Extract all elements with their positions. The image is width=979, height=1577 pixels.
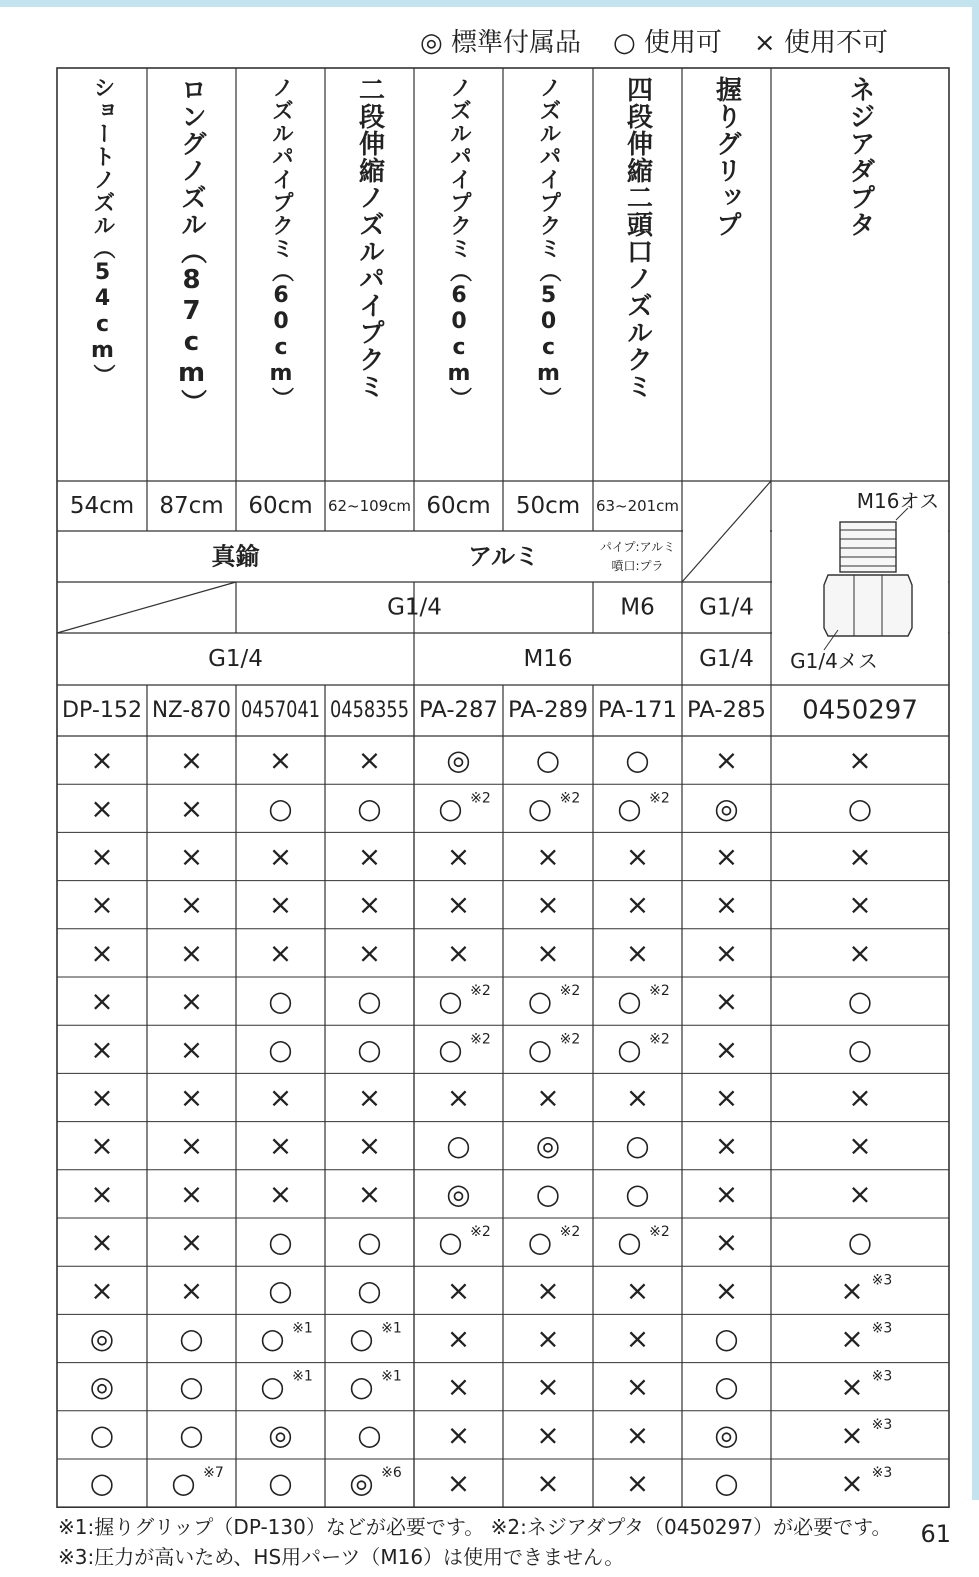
column-header-3 bbox=[236, 76, 325, 477]
compat-mark: × bbox=[179, 840, 204, 873]
compat-note: ※2 bbox=[559, 983, 581, 1000]
compat-mark: × bbox=[90, 1177, 114, 1211]
compat-mark: × bbox=[840, 1370, 864, 1404]
compat-mark: ◎ bbox=[446, 1177, 471, 1211]
compat-mark: ○ bbox=[438, 791, 463, 825]
compat-mark: × bbox=[446, 1322, 471, 1355]
column-header-label: 四段伸縮二頭口ノズルクミ bbox=[622, 76, 653, 400]
compat-mark: ○ bbox=[625, 1177, 650, 1211]
column-header-label: ノズルパイプクミ（50cm） bbox=[536, 76, 561, 410]
compat-mark: × bbox=[90, 1081, 114, 1114]
column-header-label: 二段伸縮ノズルパイプクミ bbox=[354, 76, 385, 400]
material-pa171-nozzle: 噴口:プラ bbox=[611, 559, 664, 573]
compat-mark: ○ bbox=[357, 791, 382, 825]
compat-note: ※2 bbox=[649, 790, 670, 807]
column-header-2 bbox=[147, 76, 236, 477]
compat-mark: × bbox=[840, 1466, 864, 1500]
model-code: NZ-870 bbox=[152, 698, 231, 723]
column-header-6 bbox=[503, 76, 593, 477]
compat-mark: × bbox=[848, 936, 872, 970]
model-code: 0450297 bbox=[802, 695, 918, 726]
compat-mark: ○ bbox=[357, 1418, 382, 1452]
compat-mark: × bbox=[90, 1225, 114, 1259]
compat-mark: ○ bbox=[349, 1370, 374, 1404]
compat-mark: × bbox=[446, 936, 471, 970]
model-code: PA-285 bbox=[687, 698, 766, 723]
compat-mark: × bbox=[714, 1129, 739, 1163]
compat-mark: ○ bbox=[268, 984, 293, 1018]
compat-mark: ○ bbox=[268, 1225, 293, 1259]
model-code: PA-287 bbox=[419, 698, 498, 723]
length-value: 50cm bbox=[515, 493, 581, 519]
compat-note: ※2 bbox=[470, 1031, 491, 1048]
compat-mark: × bbox=[714, 1177, 739, 1211]
compat-mark: ○ bbox=[847, 1225, 873, 1259]
model-code: 0458355 bbox=[330, 698, 409, 723]
compat-mark: × bbox=[714, 1273, 739, 1307]
compat-mark: × bbox=[714, 984, 739, 1018]
compat-mark: × bbox=[536, 1273, 560, 1307]
footnotes bbox=[58, 1512, 891, 1572]
compat-mark: ○ bbox=[714, 1466, 739, 1500]
compat-mark: × bbox=[90, 743, 114, 777]
compat-mark: × bbox=[268, 936, 293, 970]
column-header-8 bbox=[682, 76, 771, 477]
compat-note: ※2 bbox=[649, 983, 670, 1000]
compat-mark: ○ bbox=[527, 1032, 553, 1066]
compat-note: ※2 bbox=[470, 1224, 491, 1241]
compat-mark: ○ bbox=[89, 1418, 115, 1452]
compat-mark: × bbox=[179, 1225, 204, 1259]
compat-mark: ○ bbox=[179, 1418, 204, 1452]
compat-mark: ◎ bbox=[446, 743, 471, 777]
compat-mark: × bbox=[268, 1081, 293, 1114]
compat-note: ※2 bbox=[559, 1031, 581, 1048]
compat-mark: × bbox=[90, 840, 114, 873]
compat-mark: × bbox=[90, 984, 114, 1018]
compat-mark: × bbox=[268, 743, 293, 777]
thread-upper-grip: G1/4 bbox=[699, 594, 754, 621]
material-aluminum: アルミ bbox=[467, 542, 540, 571]
compat-mark: × bbox=[536, 888, 560, 922]
compat-mark: ○ bbox=[268, 1466, 293, 1500]
compat-mark: × bbox=[714, 840, 739, 873]
compat-mark: × bbox=[357, 1081, 382, 1114]
material-pa171-pipe: パイプ:アルミ bbox=[599, 540, 676, 554]
column-header-label: ノズルパイプクミ（60cm） bbox=[446, 76, 472, 410]
compat-mark: × bbox=[268, 1129, 293, 1163]
compat-mark: ○ bbox=[438, 984, 463, 1018]
compat-mark: × bbox=[90, 1273, 114, 1307]
compat-mark: ◎ bbox=[714, 1418, 739, 1452]
compat-note: ※3 bbox=[871, 1272, 893, 1289]
column-header-label: ロングノズル（87cm） bbox=[176, 76, 207, 416]
compat-mark: ○ bbox=[357, 1225, 382, 1259]
compat-note: ※1 bbox=[381, 1320, 402, 1337]
footnote-3: ※3:圧力が高いため、HS用パーツ（M16）は使用できません。 bbox=[58, 1545, 625, 1569]
legend-usable: ○ 使用可 bbox=[612, 27, 722, 58]
compat-note: ※1 bbox=[292, 1320, 313, 1337]
compat-mark: × bbox=[268, 1177, 293, 1211]
compat-note: ※3 bbox=[871, 1416, 893, 1433]
compat-mark: × bbox=[536, 1418, 560, 1452]
compat-mark: × bbox=[446, 1081, 471, 1114]
adapter-female-label: G1/4メス bbox=[790, 649, 878, 673]
compat-mark: × bbox=[714, 1032, 739, 1066]
compat-note: ※3 bbox=[871, 1465, 893, 1482]
compat-mark: × bbox=[840, 1322, 864, 1355]
compat-mark: × bbox=[446, 840, 471, 873]
thread-lower-m16: M16 bbox=[523, 646, 573, 672]
compat-mark: × bbox=[90, 936, 114, 970]
compat-mark: ○ bbox=[617, 1225, 642, 1259]
compat-note: ※2 bbox=[470, 790, 491, 807]
compat-mark: ○ bbox=[260, 1370, 285, 1404]
compat-mark: × bbox=[536, 840, 560, 873]
column-header-9 bbox=[771, 76, 949, 477]
model-code: 0457041 bbox=[241, 698, 320, 723]
compat-note: ※1 bbox=[292, 1368, 313, 1385]
compat-mark: ○ bbox=[617, 1032, 642, 1066]
compat-mark: × bbox=[446, 1370, 471, 1404]
model-code: DP-152 bbox=[62, 698, 142, 723]
compat-mark: × bbox=[179, 1177, 204, 1211]
compat-mark: ◎ bbox=[89, 1370, 115, 1404]
compat-mark: × bbox=[840, 1273, 864, 1307]
compat-mark: × bbox=[179, 791, 204, 825]
legend-standard: ◎ 標準付属品 bbox=[420, 27, 581, 58]
compat-mark: × bbox=[357, 1129, 382, 1163]
compat-mark: × bbox=[848, 1081, 872, 1114]
compat-mark: ○ bbox=[357, 984, 382, 1018]
compat-mark: × bbox=[179, 1032, 204, 1066]
compat-mark: × bbox=[536, 1466, 560, 1500]
column-header-5 bbox=[414, 76, 503, 477]
compat-mark: × bbox=[625, 888, 650, 922]
compat-mark: × bbox=[714, 1081, 739, 1114]
compat-note: ※1 bbox=[381, 1368, 402, 1385]
compat-mark: ○ bbox=[527, 984, 553, 1018]
compat-mark: ○ bbox=[625, 1129, 650, 1163]
model-code: PA-171 bbox=[598, 698, 677, 723]
compat-mark: × bbox=[90, 888, 114, 922]
compat-mark: × bbox=[357, 840, 382, 873]
legend-unusable: × 使用不可 bbox=[753, 27, 888, 58]
compat-mark: ○ bbox=[847, 791, 873, 825]
compat-mark: ○ bbox=[268, 1032, 293, 1066]
compat-mark: × bbox=[625, 1466, 650, 1500]
compat-note: ※7 bbox=[203, 1465, 224, 1482]
compat-note: ※2 bbox=[470, 983, 491, 1000]
compat-mark: × bbox=[625, 1322, 650, 1355]
column-header-label: ノズルパイプクミ（60cm） bbox=[268, 76, 294, 410]
compat-mark: × bbox=[536, 1081, 560, 1114]
compat-mark: ◎ bbox=[535, 1129, 561, 1163]
page-number: 61 bbox=[920, 1520, 951, 1548]
column-header-label: ネジアダプタ bbox=[845, 76, 875, 238]
compat-mark: ○ bbox=[847, 984, 873, 1018]
compat-mark: ○ bbox=[535, 743, 561, 777]
compat-mark: × bbox=[446, 888, 471, 922]
thread-upper-m6: M6 bbox=[620, 594, 655, 621]
model-code: PA-289 bbox=[508, 698, 588, 723]
compat-mark: ◎ bbox=[349, 1466, 374, 1500]
compat-mark: × bbox=[536, 1370, 560, 1404]
compat-mark: ○ bbox=[446, 1129, 471, 1163]
footnote-1-2: ※1:握りグリップ（DP-130）などが必要です。 ※2:ネジアダプタ（0450297）が必要です。 bbox=[58, 1515, 892, 1539]
compat-mark: × bbox=[179, 936, 204, 970]
compat-mark: × bbox=[536, 936, 560, 970]
compat-mark: × bbox=[179, 1081, 204, 1114]
compat-mark: ○ bbox=[847, 1032, 873, 1066]
compat-note: ※3 bbox=[871, 1320, 893, 1337]
column-header-label: ショートノズル（54cm） bbox=[90, 76, 115, 387]
column-header-4 bbox=[325, 76, 414, 477]
compat-mark: ○ bbox=[714, 1370, 739, 1404]
compat-note: ※2 bbox=[559, 1224, 581, 1241]
compat-mark: ○ bbox=[438, 1032, 463, 1066]
compat-mark: × bbox=[90, 791, 114, 825]
compat-mark: ○ bbox=[527, 791, 553, 825]
compat-mark: ◎ bbox=[714, 791, 739, 825]
compat-mark: ○ bbox=[438, 1225, 463, 1259]
compat-mark: × bbox=[625, 1418, 650, 1452]
compat-mark: × bbox=[446, 1273, 471, 1307]
compat-mark: × bbox=[848, 1177, 872, 1211]
compat-mark: ○ bbox=[357, 1032, 382, 1066]
length-value: 54cm bbox=[69, 493, 135, 519]
compat-mark: × bbox=[446, 1466, 471, 1500]
length-value: 62~109cm bbox=[328, 497, 411, 515]
compat-mark: × bbox=[625, 1273, 650, 1307]
length-value: 60cm bbox=[248, 493, 313, 519]
compat-mark: × bbox=[625, 936, 650, 970]
compat-mark: × bbox=[714, 743, 739, 777]
compat-mark: × bbox=[179, 743, 204, 777]
compat-mark: ○ bbox=[268, 1273, 293, 1307]
compat-mark: × bbox=[179, 984, 204, 1018]
compat-mark: ○ bbox=[260, 1322, 285, 1355]
compat-mark: × bbox=[536, 1322, 560, 1355]
column-header-label: 握りグリップ bbox=[711, 76, 742, 238]
compat-mark: × bbox=[357, 936, 382, 970]
compat-mark: × bbox=[179, 888, 204, 922]
compat-mark: × bbox=[357, 888, 382, 922]
compat-mark: ○ bbox=[357, 1273, 382, 1307]
compat-mark: × bbox=[357, 1177, 382, 1211]
compat-mark: ○ bbox=[179, 1322, 204, 1355]
compat-note: ※2 bbox=[559, 790, 581, 807]
compat-mark: ○ bbox=[617, 984, 642, 1018]
compat-mark: × bbox=[840, 1418, 864, 1452]
thread-lower-grip: G1/4 bbox=[699, 646, 754, 672]
compat-mark: × bbox=[714, 1225, 739, 1259]
thread-lower-g14: G1/4 bbox=[208, 646, 263, 672]
compat-mark: ○ bbox=[535, 1177, 561, 1211]
compat-mark: × bbox=[848, 743, 872, 777]
compat-mark: × bbox=[357, 743, 382, 777]
compat-mark: × bbox=[848, 1129, 872, 1163]
length-value: 60cm bbox=[426, 493, 491, 519]
compat-note: ※2 bbox=[649, 1224, 670, 1241]
material-brass: 真鍮 bbox=[211, 542, 260, 571]
compat-mark: ○ bbox=[179, 1370, 204, 1404]
compat-mark: × bbox=[268, 888, 293, 922]
compat-mark: ○ bbox=[625, 743, 650, 777]
compat-note: ※3 bbox=[871, 1368, 893, 1385]
compat-mark: × bbox=[90, 1032, 114, 1066]
compat-mark: × bbox=[848, 888, 872, 922]
compat-mark: ○ bbox=[714, 1322, 739, 1355]
compat-mark: ○ bbox=[171, 1466, 196, 1500]
compat-mark: ○ bbox=[89, 1466, 115, 1500]
compat-mark: ○ bbox=[527, 1225, 553, 1259]
compat-mark: × bbox=[179, 1129, 204, 1163]
adapter-hex-body bbox=[824, 575, 912, 636]
compat-mark: ○ bbox=[617, 791, 642, 825]
compat-mark: ○ bbox=[349, 1322, 374, 1355]
thread-upper-g14: G1/4 bbox=[387, 594, 442, 621]
compat-note: ※2 bbox=[649, 1031, 670, 1048]
compat-mark: × bbox=[625, 1370, 650, 1404]
column-header-7 bbox=[593, 76, 682, 477]
adapter-male-label: M16オス bbox=[856, 489, 940, 513]
compat-mark: ○ bbox=[268, 791, 293, 825]
compat-mark: × bbox=[714, 936, 739, 970]
compat-mark: × bbox=[625, 1081, 650, 1114]
compat-mark: × bbox=[179, 1273, 204, 1307]
compat-mark: × bbox=[446, 1418, 471, 1452]
column-header-1 bbox=[57, 76, 147, 477]
length-value: 87cm bbox=[159, 493, 224, 519]
length-value: 63~201cm bbox=[596, 497, 679, 515]
compat-mark: × bbox=[625, 840, 650, 873]
compat-mark: × bbox=[268, 840, 293, 873]
compat-note: ※6 bbox=[381, 1465, 402, 1482]
compat-mark: ◎ bbox=[89, 1322, 115, 1355]
compat-mark: × bbox=[848, 840, 872, 873]
compat-mark: × bbox=[714, 888, 739, 922]
compat-mark: × bbox=[90, 1129, 114, 1163]
compat-mark: ◎ bbox=[268, 1418, 293, 1452]
